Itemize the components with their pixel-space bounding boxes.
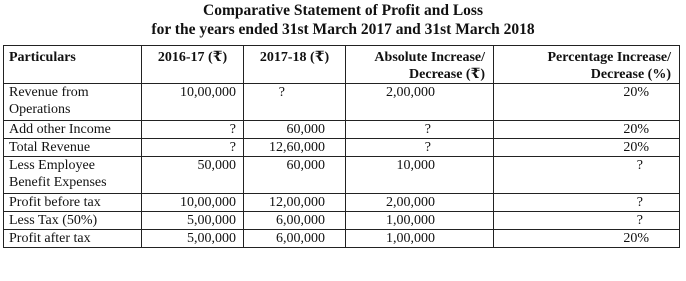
cell-absolute: 10,000	[346, 157, 494, 194]
cell-2016-17: 5,00,000	[142, 230, 244, 248]
cell-2016-17: 10,00,000	[142, 194, 244, 212]
cell-2017-18: 60,000	[244, 157, 346, 194]
row-particulars	[4, 84, 142, 121]
cell-absolute: 2,00,000	[346, 84, 494, 121]
cell-2017-18: 60,000	[244, 121, 346, 139]
cell-2017-18: 6,00,000	[244, 212, 346, 230]
row-particulars	[4, 157, 142, 194]
table-row	[4, 194, 680, 212]
cell-absolute: 1,00,000	[346, 212, 494, 230]
table-row	[4, 157, 680, 194]
cell-2016-17: 10,00,000	[142, 84, 244, 121]
cell-percentage: 20%	[494, 84, 680, 121]
table-header-row	[4, 46, 680, 84]
header-percentage-change	[494, 46, 680, 84]
table-row	[4, 139, 680, 157]
cell-percentage: ?	[494, 194, 680, 212]
header-pct-line1: Percentage Increase/	[547, 50, 671, 65]
row-particulars: Less Tax (50%)	[4, 212, 142, 230]
header-abs-line2: Decrease (₹)	[409, 67, 485, 82]
table-row	[4, 84, 680, 121]
cell-2016-17: ?	[142, 139, 244, 157]
cell-2016-17: ?	[142, 121, 244, 139]
header-2017-18: 2017-18 (₹)	[244, 46, 346, 84]
row-particulars: Profit before tax	[4, 194, 142, 212]
header-absolute-change	[346, 46, 494, 84]
particulars-line1: Revenue from	[9, 85, 89, 100]
cell-percentage: 20%	[494, 121, 680, 139]
header-abs-line1: Absolute Increase/	[374, 50, 485, 65]
cell-absolute: 1,00,000	[346, 230, 494, 248]
particulars-line2: Operations	[9, 102, 71, 117]
row-particulars: Profit after tax	[4, 230, 142, 248]
table-row	[4, 121, 680, 139]
cell-percentage: 20%	[494, 139, 680, 157]
header-pct-line2: Decrease (%)	[590, 67, 671, 82]
particulars-line1: Less Employee	[9, 158, 95, 173]
comparative-statement-table	[3, 45, 680, 248]
cell-2016-17: 50,000	[142, 157, 244, 194]
cell-absolute: ?	[346, 139, 494, 157]
row-particulars: Add other Income	[4, 121, 142, 139]
cell-percentage: 20%	[494, 230, 680, 248]
cell-2017-18: 12,60,000	[244, 139, 346, 157]
header-2016-17: 2016-17 (₹)	[142, 46, 244, 84]
cell-2017-18: 6,00,000	[244, 230, 346, 248]
table-row	[4, 212, 680, 230]
statement-title	[0, 1, 686, 39]
particulars-line2: Benefit Expenses	[9, 175, 107, 190]
cell-percentage: ?	[494, 212, 680, 230]
cell-absolute: 2,00,000	[346, 194, 494, 212]
cell-2017-18: ?	[244, 84, 346, 121]
table-row	[4, 230, 680, 248]
row-particulars: Total Revenue	[4, 139, 142, 157]
cell-absolute: ?	[346, 121, 494, 139]
header-particulars: Particulars	[4, 46, 142, 84]
cell-2017-18: 12,00,000	[244, 194, 346, 212]
title-line-1: Comparative Statement of Profit and Loss	[203, 2, 483, 19]
cell-2016-17: 5,00,000	[142, 212, 244, 230]
title-line-2: for the years ended 31st March 2017 and 31st March 2018	[151, 21, 535, 38]
cell-percentage: ?	[494, 157, 680, 194]
